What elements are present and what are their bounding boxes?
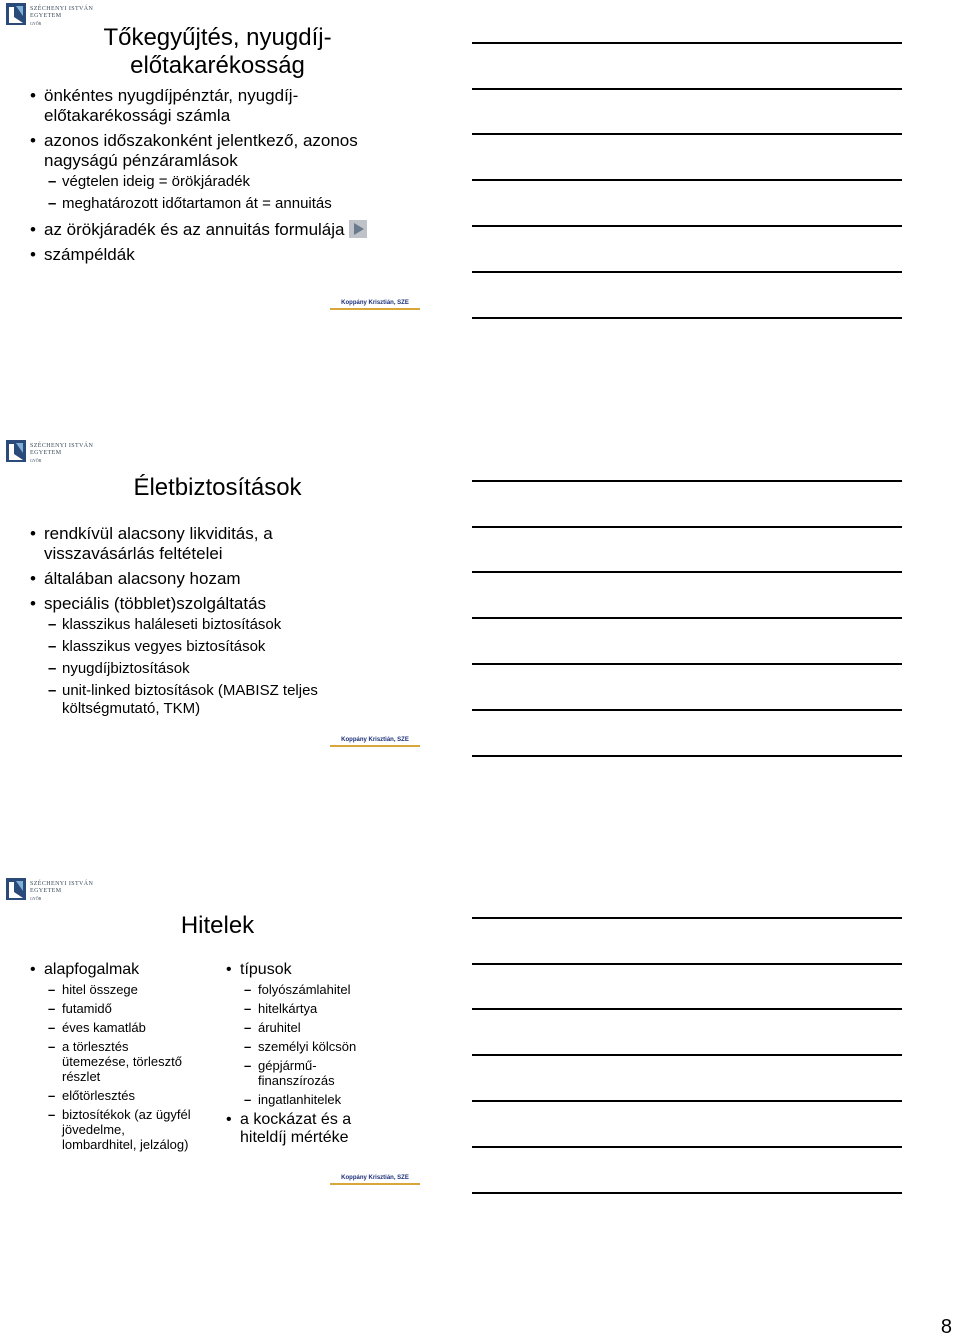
bullet-item [30,961,210,1152]
sub-bullet-item: – végtelen ideig = örökjáradék [48,171,420,193]
sub-bullet-item [48,1020,210,1035]
bullet-item: • számpéldák [30,245,420,265]
sub-bullet-text: – klasszikus haláleseti biztosítások [62,616,282,633]
note-line [472,917,902,919]
bullet-text: • önkéntes nyugdíjpénztár, nyugdíj- [44,86,299,105]
logo-text-line3: GYŐR [30,896,42,901]
sub-bullet-text: – hitel összege [62,982,138,997]
sub-bullet-text: – személyi kölcsön [258,1039,357,1054]
slide-2 [0,437,460,757]
bullet-text: az örökjáradék és az annuitás formulája [44,220,345,239]
bullet-item [226,961,411,1107]
sub-bullet-text: – hitelkártya [258,1001,318,1016]
note-line [472,1100,902,1102]
sub-bullet-text: – klasszikus vegyes biztosítások [62,638,266,655]
slide-title-line: Tőkegyűjtés, nyugdíj- [103,24,332,51]
note-line [472,42,902,44]
note-line [472,526,902,528]
logo-text-line1: SZÉCHENYI ISTVÁN [30,443,94,449]
page-number: 8 [940,1316,952,1338]
logo-text-line3: GYŐR [30,21,42,26]
sub-bullet-item [48,1107,210,1152]
bullet-text: • rendkívül alacsony likviditás, a [44,524,273,543]
sub-bullet-text: ütemezése, törlesztő [62,1054,182,1069]
bullet-item [30,86,420,126]
sub-bullet-text: – futamidő [62,1001,112,1016]
author-footer: Koppány Krisztián, SZE [330,736,420,747]
note-line [472,88,902,90]
note-line [472,663,902,665]
note-line [472,963,902,965]
bullet-list-right [226,961,411,1151]
note-line [472,133,902,135]
sub-bullet-text: jövedelme, [62,1122,125,1137]
note-line [472,617,902,619]
sub-bullet-list [48,616,420,718]
bullet-list [30,86,420,270]
bullet-text: visszavásárlás feltételei [44,544,223,563]
bullet-text: • azonos időszakonként jelentkező, azonos [44,131,358,150]
bullet-item [30,220,420,240]
slide-title: Hitelek [180,912,255,939]
note-line [472,755,902,757]
bullet-item [30,594,420,718]
sub-bullet-text: – előtörlesztés [62,1088,135,1103]
sub-bullet-text: – éves kamatláb [62,1020,146,1035]
bullet-text: nagyságú pénzáramlások [44,151,238,170]
sub-bullet-item: – meghatározott időtartamon át = annuitás [48,193,420,215]
slide-title: Életbiztosítások [133,474,302,501]
bullet-item [30,569,420,589]
university-logo-icon [6,440,26,462]
bullet-list [30,524,420,723]
slide-1 [0,0,460,320]
sub-bullet-list [244,982,411,1107]
sub-bullet-text: – ingatlanhitelek [258,1092,342,1107]
sub-bullet-text: részlet [62,1069,101,1084]
bullet-item [30,524,420,564]
play-icon[interactable] [349,220,367,238]
note-line [472,179,902,181]
sub-bullet-text: – folyószámlahitel [258,982,351,997]
sub-bullet-text: – a törlesztés [62,1039,129,1054]
note-line [472,1054,902,1056]
sub-bullet-item [244,1001,411,1016]
sub-bullet-list [48,171,420,215]
bullet-item [30,131,420,215]
logo-text-line1: SZÉCHENYI ISTVÁN [30,6,94,12]
slide-title-line: előtakarékosság [130,52,305,79]
sub-bullet-text: – unit-linked biztosítások (MABISZ teljes [62,682,318,699]
sub-bullet-item [48,1039,210,1084]
note-line [472,571,902,573]
bullet-text: hiteldíj mértéke [240,1129,349,1146]
bullet-text: • alapfogalmak [44,961,140,978]
sub-bullet-item [244,1092,411,1107]
note-line [472,225,902,227]
note-line [472,271,902,273]
sub-bullet-text: – biztosítékok (az ügyfél [62,1107,191,1122]
university-logo [6,440,96,466]
sub-bullet-item [48,660,420,678]
bullet-list-left [30,961,210,1156]
bullet-text: • általában alacsony hozam [44,569,241,588]
sub-bullet-item [48,638,420,656]
sub-bullet-item [244,982,411,997]
sub-bullet-text: – nyugdíjbiztosítások [62,660,190,677]
bullet-text: előtakarékossági számla [44,106,231,125]
logo-text-line2: EGYETEM [30,888,62,894]
logo-text-line1: SZÉCHENYI ISTVÁN [30,881,94,887]
sub-bullet-text: költségmutató, TKM) [62,700,201,717]
bullet-text: • típusok [240,961,292,978]
university-logo-icon [6,3,26,25]
sub-bullet-text: – áruhitel [258,1020,301,1035]
note-line [472,1008,902,1010]
sub-bullet-text: – gépjármű- [258,1058,317,1073]
note-line [472,480,902,482]
university-logo [6,878,96,904]
note-line [472,1192,902,1194]
author-footer: Koppány Krisztián, SZE [330,1174,420,1185]
sub-bullet-item [48,682,420,718]
sub-bullet-text: finanszírozás [258,1073,335,1088]
bullet-text: • speciális (többlet)szolgáltatás [44,594,267,613]
bullet-text: • a kockázat és a [240,1111,352,1128]
bullet-item [226,1111,411,1147]
university-logo-icon [6,878,26,900]
sub-bullet-item [244,1058,411,1088]
slide-title [30,24,405,80]
note-line [472,1146,902,1148]
sub-bullet-item [48,1001,210,1016]
note-line [472,317,902,319]
author-footer: Koppány Krisztián, SZE [330,299,420,310]
sub-bullet-text: lombardhitel, jelzálog) [62,1137,189,1152]
sub-bullet-list [48,982,210,1152]
logo-text-line2: EGYETEM [30,450,62,456]
sub-bullet-item [48,1088,210,1103]
sub-bullet-item [244,1039,411,1054]
slide-3 [0,875,460,1195]
note-line [472,709,902,711]
sub-bullet-item [48,982,210,997]
sub-bullet-item [244,1020,411,1035]
logo-text-line2: EGYETEM [30,13,62,19]
sub-bullet-item [48,616,420,634]
logo-text-line3: GYŐR [30,458,42,463]
